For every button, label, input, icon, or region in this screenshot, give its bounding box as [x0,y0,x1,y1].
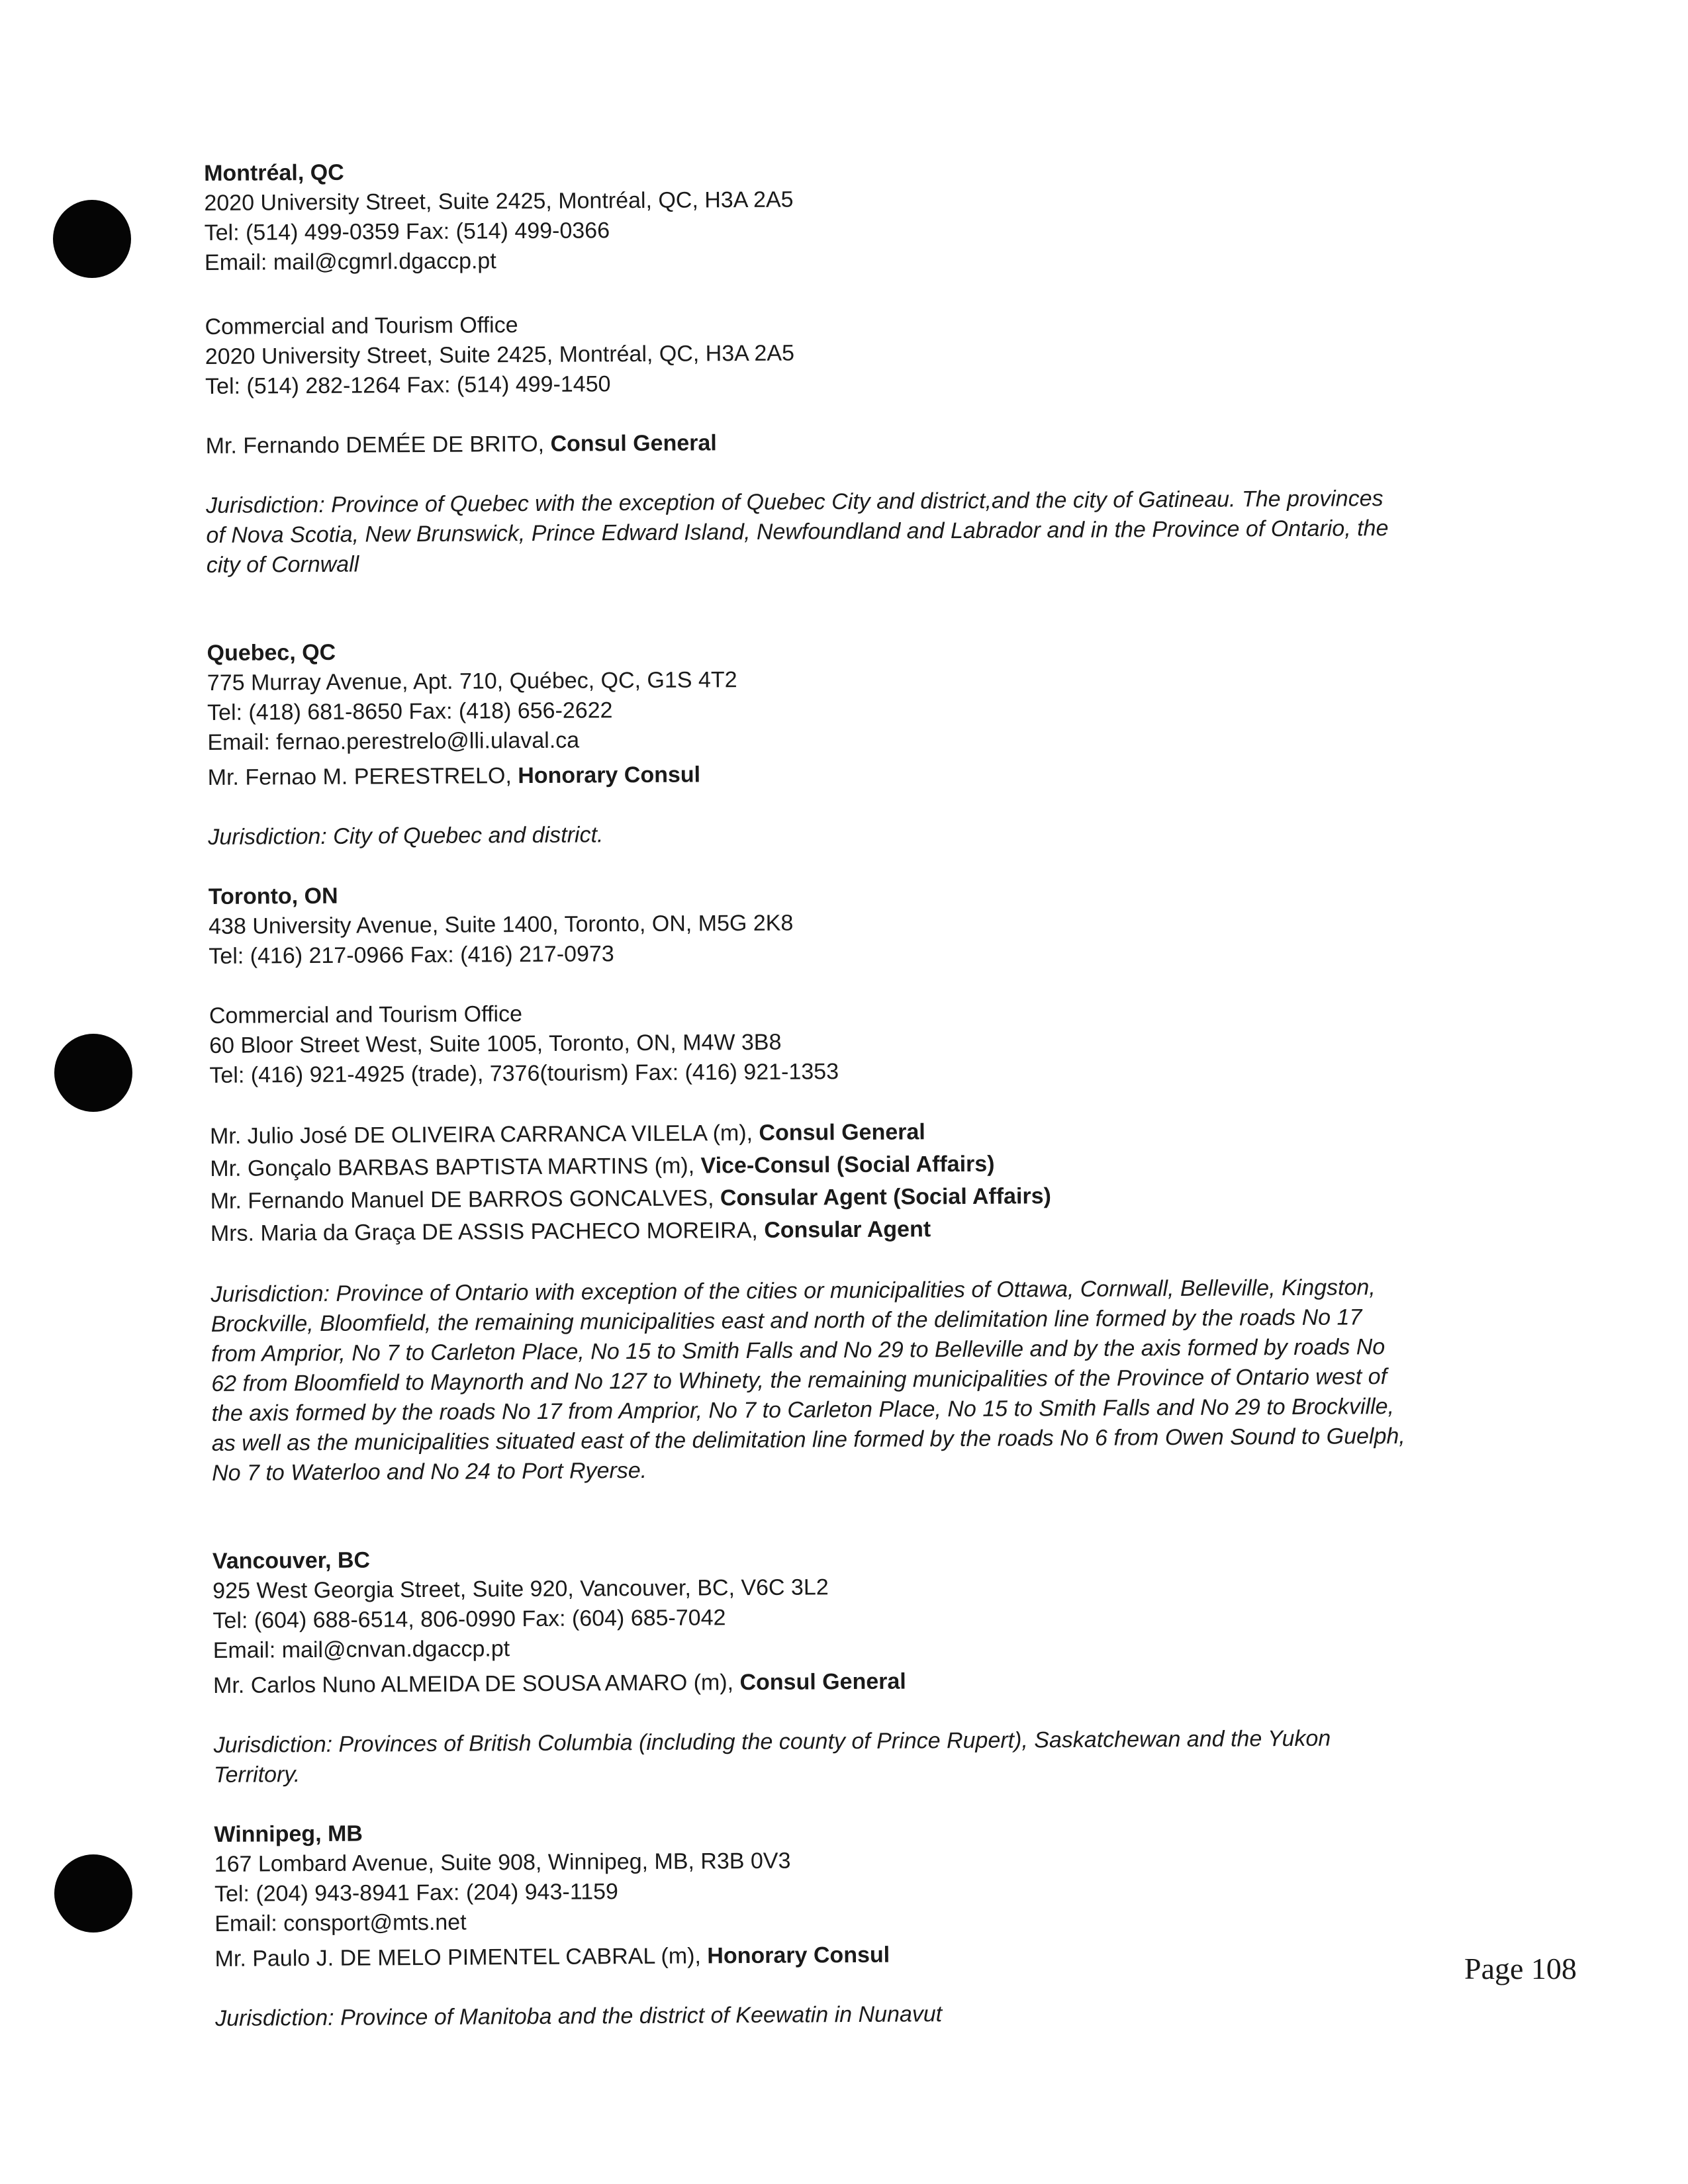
phone-fax: Tel: (418) 681-8650 Fax: (418) 656-2622 [207,698,613,725]
office-address: 2020 University Street, Suite 2425, Montréal, QC, H3A 2A5 [205,340,795,369]
official-role: Consul General [739,1668,906,1696]
binder-hole [54,1854,132,1933]
jurisdiction-line: from Amprior, No 7 to Carleton Place, No 15 to Smith Falls and No 29 to Belleville and by the axis formed by roads No [211,1334,1385,1367]
email: Email: fernao.perestrelo@lli.ulaval.ca [207,727,580,755]
section-toronto [209,874,1550,1488]
section-title: Quebec, QC [207,639,336,666]
jurisdiction-line: Jurisdiction: Provinces of British Columbia (including the county of Prince Rupert), Saskatchewan and the Yukon [213,1725,1331,1758]
jurisdiction-line: No 7 to Waterloo and No 24 to Port Ryerse. [212,1457,647,1486]
jurisdiction-line: as well as the municipalities situated east of the delimitation line formed by the roads No 6 from Owen Sound to Guelph, [211,1423,1405,1456]
section-title: Vancouver, BC [212,1547,371,1574]
address: 2020 University Street, Suite 2425, Montréal, QC, H3A 2A5 [204,187,794,216]
section-quebec [207,631,1545,852]
address: 775 Murray Avenue, Apt. 710, Québec, QC, G1S 4T2 [207,667,737,696]
phone-fax: Tel: (416) 217-0966 Fax: (416) 217-0973 [209,941,614,969]
office-phone-fax: Tel: (514) 282-1264 Fax: (514) 499-1450 [205,371,611,399]
official-name: Mr. Fernando Manuel DE BARROS GONCALVES, [210,1185,721,1214]
official-role: Honorary Consul [518,762,701,789]
jurisdiction-line: Jurisdiction: Province of Quebec with the exception of Quebec City and district,and the city of Gatineau. The provinces [206,486,1383,518]
email: Email: mail@cnvan.dgaccp.pt [212,1636,510,1663]
official-role: Consular Agent [764,1216,931,1243]
page-number: Page 108 [1464,1952,1577,1985]
official-name: Mrs. Maria da Graça DE ASSIS PACHECO MOREIRA, [210,1217,765,1246]
jurisdiction-line: the axis formed by the roads No 17 from Amprior, No 7 to Carleton Place, No 15 to Smith Falls and No 29 to Brockville, [211,1394,1395,1426]
jurisdiction-line: Jurisdiction: City of Quebec and district. [208,822,604,850]
section-title: Montréal, QC [204,159,344,186]
binder-hole [53,200,131,278]
official-name: Mr. Fernao M. PERESTRELO, [207,763,518,790]
section-vancouver [212,1539,1551,1790]
jurisdiction-line: Jurisdiction: Province of Manitoba and the district of Keewatin in Nunavut [215,2001,943,2031]
office-address: 60 Bloor Street West, Suite 1005, Toronto, ON, M4W 3B8 [209,1029,782,1058]
jurisdiction-label: Jurisdiction: [206,492,325,518]
official-role: Consular Agent (Social Affairs) [720,1183,1052,1211]
email: Email: mail@cgmrl.dgaccp.pt [204,248,496,275]
official-role: Honorary Consul [707,1942,890,1969]
official-role: Consul General [550,430,717,457]
office-name: Commercial and Tourism Office [205,312,518,340]
jurisdiction-line: Brockville, Bloomfield, the remaining municipalities east and north of the delimitation line formed by the roads No 17 [211,1304,1362,1337]
phone-fax: Tel: (204) 943-8941 Fax: (204) 943-1159 [214,1879,618,1907]
jurisdiction-line: city of Cornwall [206,551,359,578]
official-name: Mr. Fernando DEMÉE DE BRITO, [205,431,551,459]
address: 438 University Avenue, Suite 1400, Toronto, ON, M5G 2K8 [208,910,794,939]
jurisdiction-label: Jurisdiction: [213,1731,333,1758]
section-montreal [204,151,1544,580]
section-title: Toronto, ON [208,883,338,909]
phone-fax: Tel: (604) 688-6514, 806-0990 Fax: (604) 685-7042 [212,1605,726,1633]
email: Email: consport@mts.net [214,1909,467,1936]
jurisdiction-line: 62 from Bloomfield to Maynorth and No 127 to Whinety, the remaining municipalities of the Province of Ontario west of [211,1364,1387,1396]
official-name: Mr. Gonçalo BARBAS BAPTISTA MARTINS (m), [210,1153,701,1181]
official-role: Consul General [759,1119,925,1146]
binder-hole [54,1034,132,1112]
section-title: Winnipeg, MB [214,1821,363,1847]
address: 167 Lombard Avenue, Suite 908, Winnipeg, MB, R3B 0V3 [214,1848,791,1877]
jurisdiction-line: Territory. [213,1762,301,1788]
address: 925 West Georgia Street, Suite 920, Vancouver, BC, V6C 3L2 [212,1574,829,1604]
phone-fax: Tel: (514) 499-0359 Fax: (514) 499-0366 [204,218,610,246]
jurisdiction-label: Jurisdiction: [211,1281,330,1307]
jurisdiction-label: Jurisdiction: [215,2005,334,2031]
section-winnipeg [214,1812,1552,2034]
official-name: Mr. Carlos Nuno ALMEIDA DE SOUSA AMARO (m), [212,1670,740,1698]
office-name: Commercial and Tourism Office [209,1001,523,1028]
jurisdiction-line: of Nova Scotia, New Brunswick, Prince Edward Island, Newfoundland and Labrador and in the Province of Ontario, the [206,516,1389,548]
jurisdiction-label: Jurisdiction: [208,823,327,850]
official-role: Vice-Consul (Social Affairs) [700,1151,995,1179]
jurisdiction-line: Jurisdiction: Province of Ontario with exception of the cities or municipalities of Ottawa, Cornwall, Belleville, Kingston, [211,1275,1376,1307]
office-phone-fax: Tel: (416) 921-4925 (trade), 7376(tourism) Fax: (416) 921-1353 [209,1059,839,1088]
official-name: Mr. Paulo J. DE MELO PIMENTEL CABRAL (m), [214,1943,708,1972]
official-name: Mr. Julio José DE OLIVEIRA CARRANCA VILELA (m), [209,1120,759,1149]
consulate-listing [204,151,1552,2034]
